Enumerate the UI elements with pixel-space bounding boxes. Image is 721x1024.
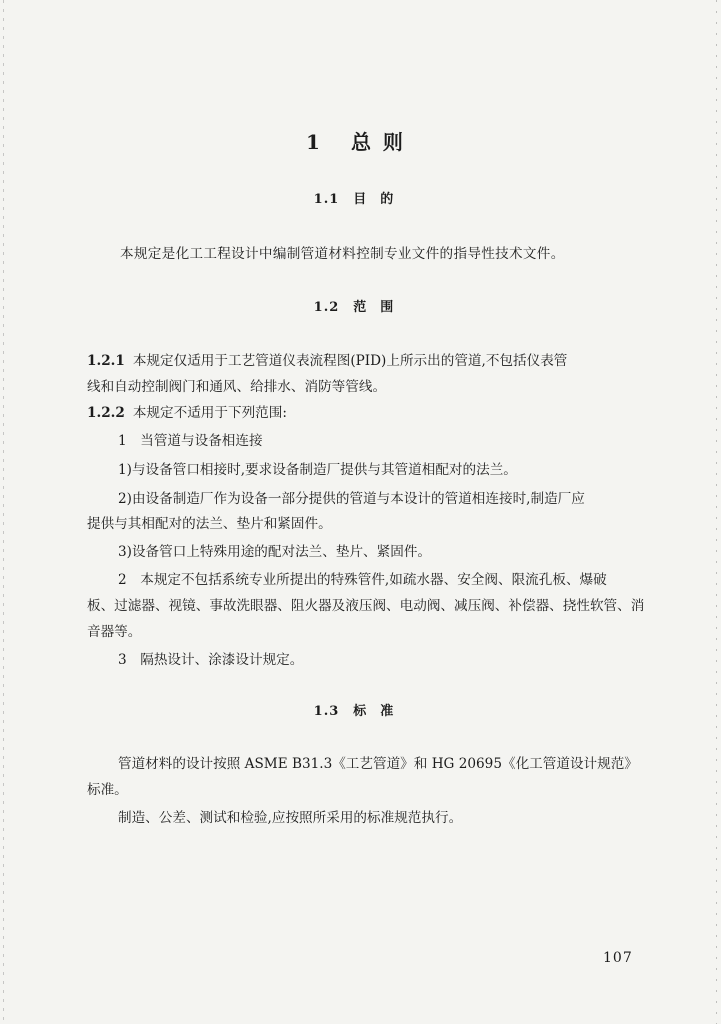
chapter-title [0,126,721,155]
list-item-1: 1 当管道与设备相连接 [118,433,263,449]
standards-paragraph-line1: 管道材料的设计按照 ASME B31.3《工艺管道》和 HG 20695《化工管道设计规范》 [118,756,638,772]
list-item-2-line2: 板、过滤器、视镜、事故洗眼器、阻火器及液压阀、电动阀、减压阀、补偿器、挠性软管、消 [87,598,645,614]
chapter-name: 总则 [350,130,415,154]
clause-1-2-1-line2: 线和自动控制阀门和通风、给排水、消防等管线。 [87,379,387,395]
list-subitem-3: 3)设备管口上特殊用途的配对法兰、垫片、紧固件。 [118,544,432,560]
chapter-number: 1 [306,130,332,154]
section-title: 范围 [353,300,408,315]
section-heading-1-3 [0,700,721,719]
list-item-3: 3 隔热设计、涂漆设计规定。 [118,652,304,668]
section-number: 1.2 [313,300,340,315]
section-title: 标准 [353,704,408,719]
list-subitem-2-line1: 2)由设备制造厂作为设备一部分提供的管道与本设计的管道相连接时,制造厂应 [118,491,585,507]
clause-text: 本规定仅适用于工艺管道仪表流程图(PID)上所示出的管道,不包括仪表管 [132,353,568,369]
clause-1-2-2 [87,401,287,421]
list-subitem-1: 1)与设备管口相接时,要求设备制造厂提供与其管道相配对的法兰。 [118,462,517,478]
standards-paragraph-line2: 标准。 [87,782,128,798]
list-subitem-2-line2: 提供与其相配对的法兰、垫片和紧固件。 [87,516,332,532]
standards-paragraph-2: 制造、公差、测试和检验,应按照所采用的标准规范执行。 [118,810,463,826]
purpose-paragraph: 本规定是化工工程设计中编制管道材料控制专业文件的指导性技术文件。 [120,246,565,262]
clause-number: 1.2.1 [87,353,125,369]
list-item-2-line1: 2 本规定不包括系统专业所提出的特殊管件,如疏水器、安全阀、限流孔板、爆破 [118,572,607,588]
clause-1-2-1-line1 [87,349,567,369]
section-number: 1.1 [313,192,340,207]
clause-text: 本规定不适用于下列范围: [132,405,287,421]
section-number: 1.3 [313,704,340,719]
section-heading-1-1 [0,188,721,207]
clause-number: 1.2.2 [87,405,125,421]
section-heading-1-2 [0,296,721,315]
page-number: 107 [603,950,633,966]
section-title: 目的 [353,192,408,207]
list-item-2-line3: 音器等。 [87,624,142,640]
